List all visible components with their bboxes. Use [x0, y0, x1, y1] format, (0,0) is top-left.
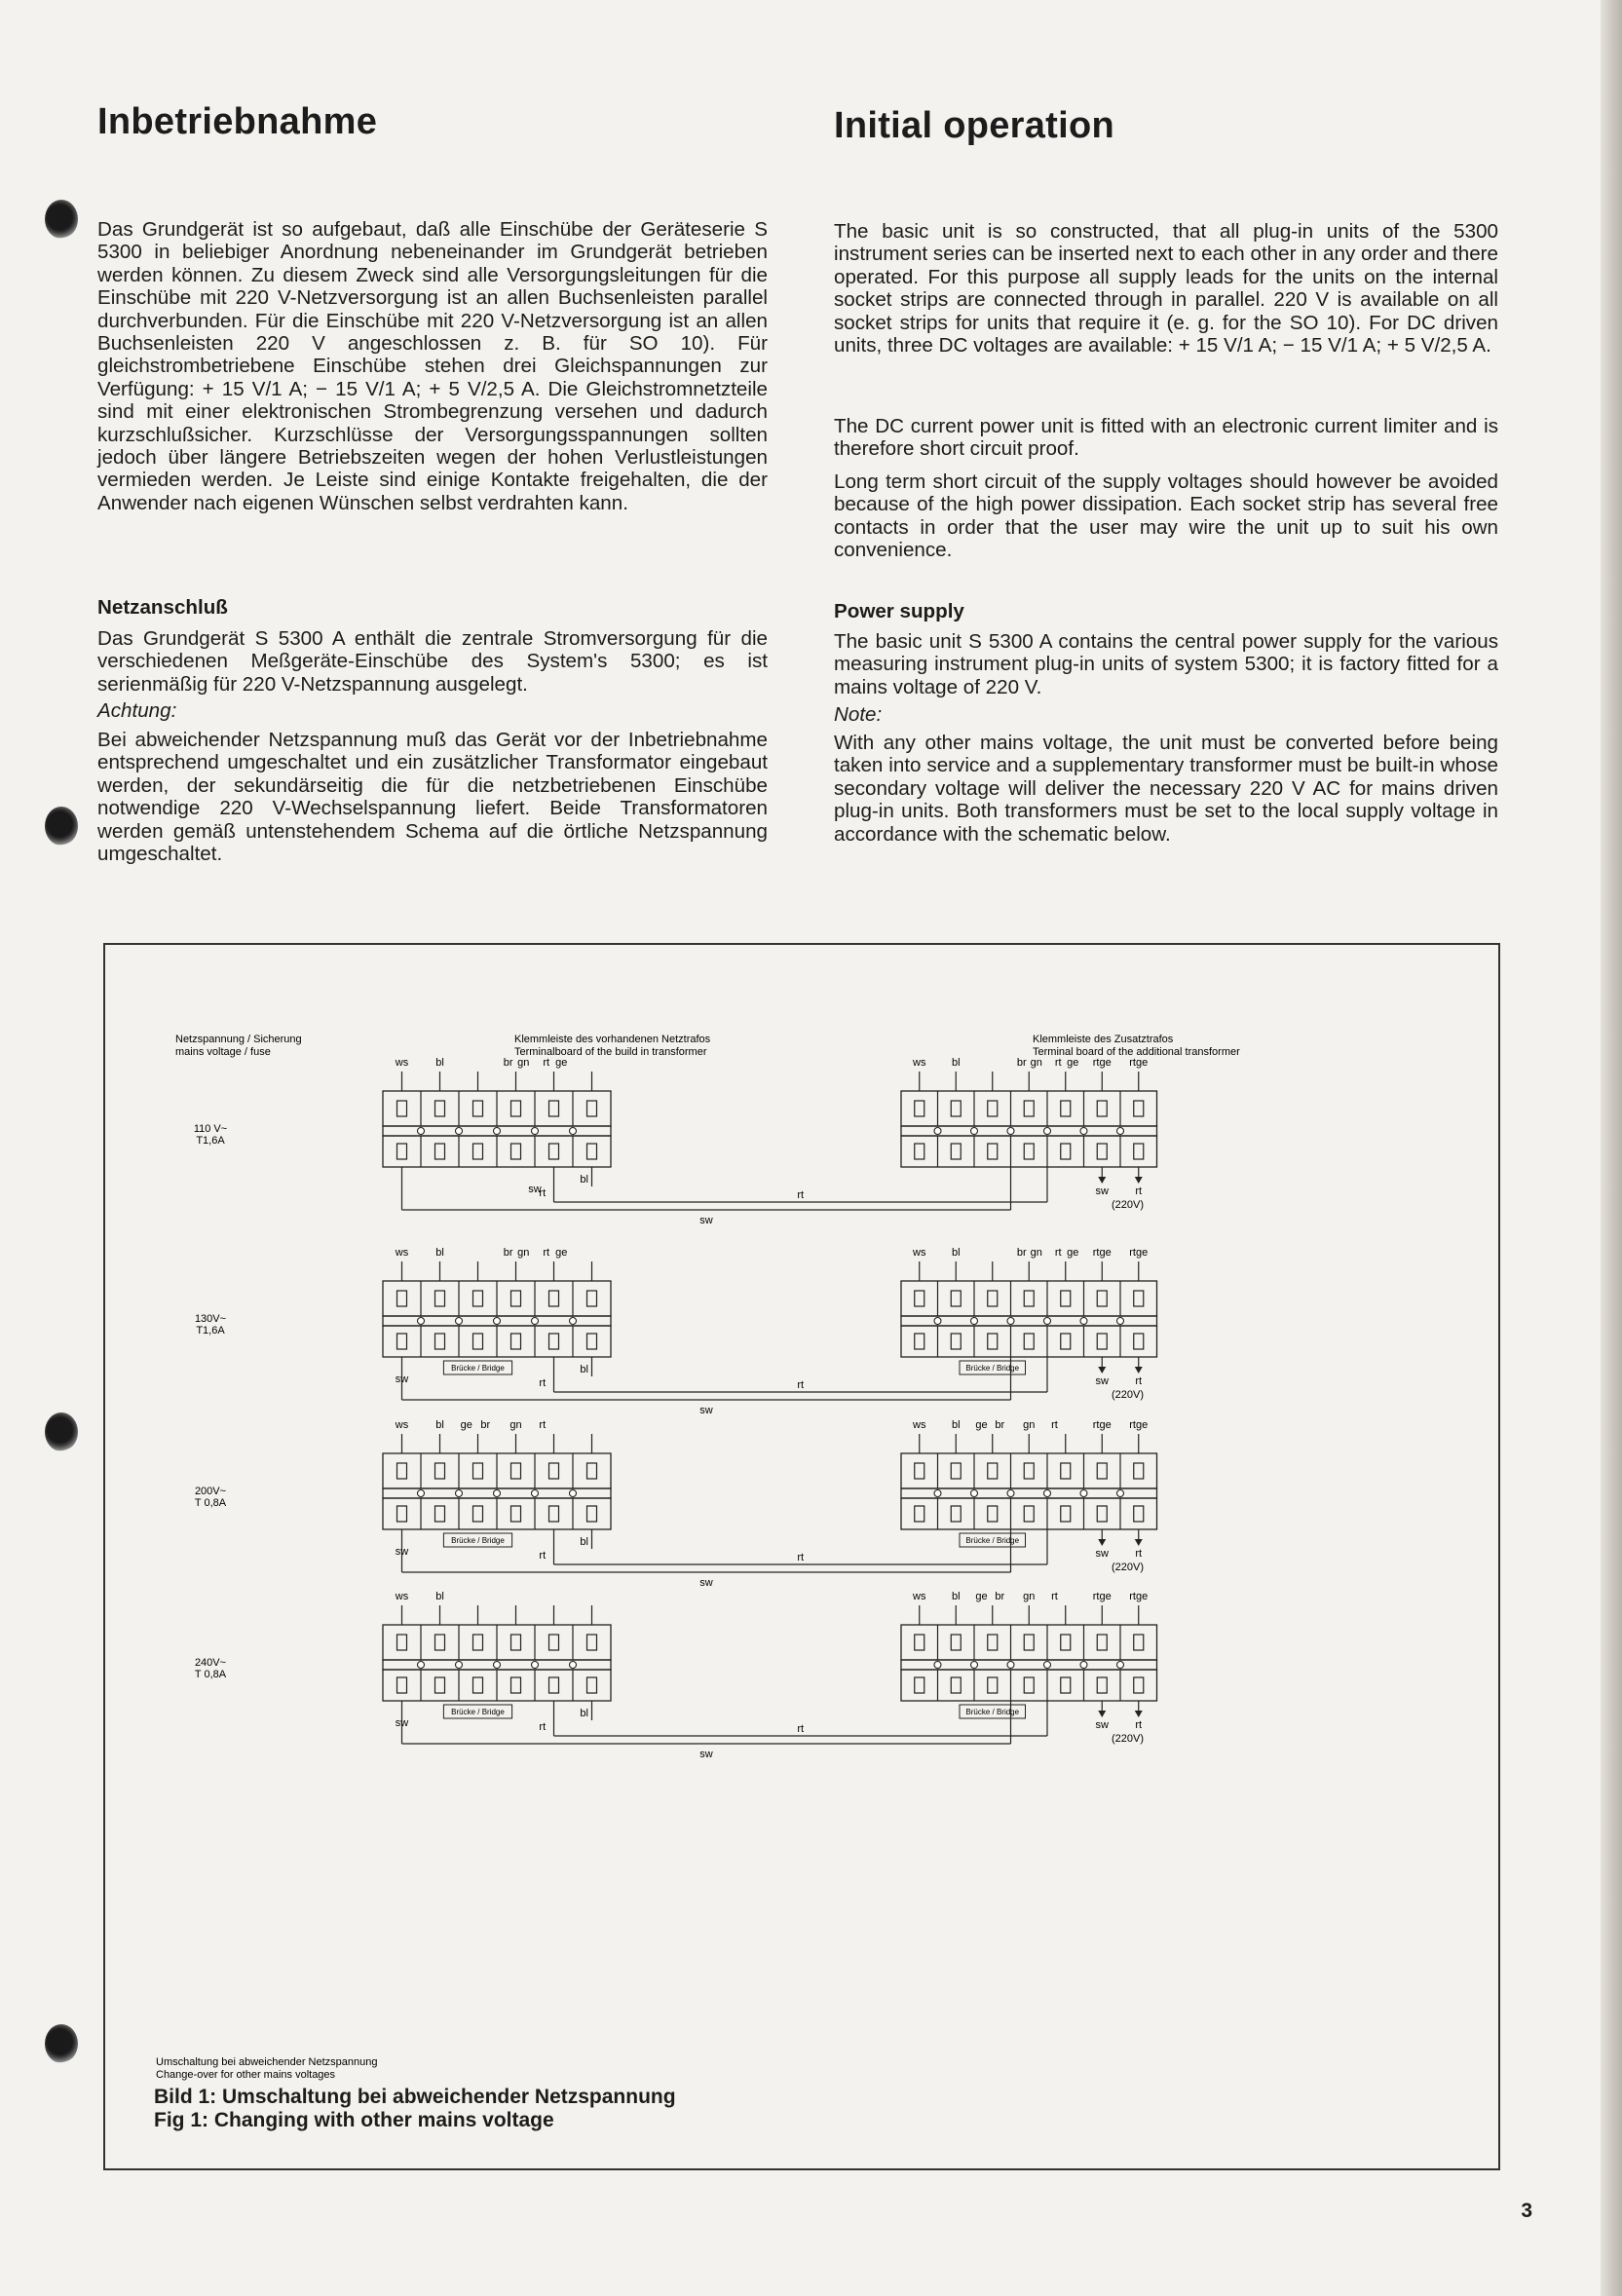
additional-terminal-screw: [1080, 1490, 1087, 1497]
additional-terminal-slot: [988, 1334, 998, 1349]
builtin-terminal-screw: [532, 1490, 539, 1497]
wire-label: bl: [951, 1591, 961, 1602]
wire-label: br: [503, 1057, 513, 1069]
bridge-label: Brücke / Bridge: [451, 1708, 505, 1716]
additional-terminal-slot: [988, 1101, 998, 1116]
additional-terminal-screw: [1117, 1490, 1124, 1497]
row-fuse: T 0,8A: [194, 1669, 227, 1680]
additional-terminal-slot: [1024, 1677, 1034, 1693]
output-label: (220V): [1111, 1389, 1145, 1401]
wire-label: sw: [1095, 1186, 1109, 1197]
wire-label: rt: [543, 1057, 550, 1069]
builtin-terminal-screw: [418, 1490, 425, 1497]
additional-terminal-slot: [1024, 1144, 1034, 1159]
builtin-terminal-slot: [397, 1334, 407, 1349]
wire-label: bl: [951, 1419, 961, 1431]
builtin-terminal-slot: [473, 1506, 483, 1522]
output-arrow: [1098, 1539, 1106, 1546]
wire-label: rt: [1051, 1591, 1058, 1602]
additional-terminal-slot: [915, 1677, 924, 1693]
builtin-terminal-slot: [587, 1506, 597, 1522]
power-paragraph-en: The basic unit S 5300 A contains the central power supply for the various measuring instrument plug-in units of system 5300; it is factory fitted for a mains voltage of 220 V.: [834, 630, 1498, 698]
row-voltage: 130V~: [194, 1313, 227, 1325]
additional-terminal-slot: [1097, 1677, 1107, 1693]
wire-label: sw: [699, 1577, 713, 1589]
builtin-terminal-slot: [549, 1463, 559, 1479]
additional-terminal-slot: [988, 1506, 998, 1522]
wire-label: rtge: [1092, 1057, 1112, 1069]
builtin-terminal-slot: [549, 1144, 559, 1159]
output-arrow: [1135, 1539, 1143, 1546]
additional-terminal-slot: [915, 1291, 924, 1306]
wire-label: rt: [539, 1721, 547, 1733]
wire-label: br: [480, 1419, 491, 1431]
wire-label: rt: [797, 1379, 805, 1391]
wire-label: sw: [699, 1749, 713, 1760]
builtin-terminal-screw: [418, 1318, 425, 1325]
limiter-paragraph-en: The DC current power unit is fitted with an electronic current limiter and is therefore short circuit proof.: [834, 415, 1498, 461]
builtin-terminal-screw: [570, 1318, 577, 1325]
builtin-terminal-slot: [549, 1635, 559, 1650]
additional-terminal-strip-top: [901, 1281, 1157, 1316]
additional-terminal-slot: [951, 1463, 961, 1479]
builtin-terminal-screw: [494, 1490, 501, 1497]
wire-label: sw: [395, 1717, 409, 1729]
note-paragraph-en: With any other mains voltage, the unit must be converted before being taken into service and a supplementary transformer must be built-in whose secondary voltage will deliver the necessary 220 V AC for mains driven plug-in units. Both transformers must be set to the local supply voltage in accordance with the schematic below.: [834, 732, 1498, 846]
wire-label: bl: [435, 1419, 444, 1431]
wire-label: rtge: [1129, 1057, 1149, 1069]
builtin-terminal-slot: [511, 1144, 521, 1159]
additional-terminal-slot: [1097, 1463, 1107, 1479]
wire-label: rt: [797, 1552, 805, 1563]
builtin-terminal-slot: [473, 1677, 483, 1693]
builtin-terminal-slot: [587, 1463, 597, 1479]
builtin-terminal-slot: [473, 1463, 483, 1479]
wire-label: sw: [1095, 1719, 1109, 1731]
additional-terminal-slot: [1061, 1463, 1071, 1479]
additional-terminal-screw: [1044, 1318, 1051, 1325]
wire-label: ws: [395, 1247, 409, 1259]
punch-hole: [45, 1412, 78, 1451]
wire-label: rt: [797, 1723, 805, 1735]
builtin-terminal-screw: [532, 1318, 539, 1325]
wire-label: rt: [1135, 1548, 1143, 1560]
builtin-terminal-slot: [435, 1144, 445, 1159]
wire-label: bl: [580, 1174, 588, 1186]
additional-terminal-slot: [1061, 1101, 1071, 1116]
additional-terminal-screw: [934, 1662, 941, 1669]
additional-terminal-screw: [1080, 1128, 1087, 1135]
additional-terminal-slot: [1061, 1635, 1071, 1650]
additional-terminal-slot: [1061, 1291, 1071, 1306]
wire-label: ge: [555, 1057, 568, 1069]
additional-terminal-slot: [1097, 1144, 1107, 1159]
additional-terminal-screw: [1044, 1662, 1051, 1669]
builtin-terminal-slot: [511, 1635, 521, 1650]
additional-terminal-slot: [951, 1506, 961, 1522]
wire-label: rt: [1051, 1419, 1058, 1431]
additional-terminal-strip-bottom: [901, 1670, 1157, 1701]
bridge-label: Brücke / Bridge: [451, 1536, 505, 1545]
additional-terminal-slot: [988, 1635, 998, 1650]
wire-label: bl: [951, 1247, 961, 1259]
builtin-terminal-slot: [511, 1463, 521, 1479]
builtin-terminal-slot: [435, 1334, 445, 1349]
additional-terminal-slot: [1097, 1334, 1107, 1349]
intro-paragraph-en: The basic unit is so constructed, that all plug-in units of the 5300 instrument series can be inserted next to each other in any order and there operated. For this purpose all supply leads for the units on the internal socket strips are connected through in parallel. 220 V is available on all socket strips for units that require it (e. g. for the SO 10). For DC driven units, three DC voltages are available: + 15 V/1 A; − 15 V/1 A; + 5 V/2,5 A.: [834, 220, 1498, 358]
caption-de: Bild 1: Umschaltung bei abweichender Netzspannung: [154, 2086, 676, 2108]
wire-label: ws: [395, 1057, 409, 1069]
additional-terminal-screw: [1117, 1662, 1124, 1669]
wire-label: gn: [1030, 1247, 1042, 1259]
additional-terminal-screw: [1007, 1490, 1014, 1497]
additional-terminal-screw: [971, 1128, 978, 1135]
wire-label: ws: [913, 1247, 926, 1259]
builtin-label-de: Klemmleiste des vorhandenen Netztrafos: [514, 1034, 711, 1045]
additional-terminal-screw: [1117, 1318, 1124, 1325]
page-title-en: Initial operation: [834, 105, 1115, 146]
note-label-en: Note:: [834, 703, 883, 726]
wire-label: sw: [1095, 1548, 1109, 1560]
wire-label: rtge: [1092, 1591, 1112, 1602]
output-arrow: [1135, 1711, 1143, 1717]
power-paragraph-de: Das Grundgerät S 5300 A enthält die zentrale Stromversorgung für die verschiedenen Meßgeräte-Einschübe des System's 5300; es ist serienmäßig für 220 V-Netzspannung ausgelegt.: [97, 627, 768, 696]
wire-label: rt: [543, 1247, 550, 1259]
additional-terminal-slot: [951, 1101, 961, 1116]
additional-terminal-slot: [1024, 1101, 1034, 1116]
row-fuse: T 0,8A: [194, 1497, 227, 1509]
output-label: (220V): [1111, 1562, 1145, 1573]
builtin-terminal-slot: [397, 1101, 407, 1116]
wire-label: rt: [797, 1189, 805, 1201]
builtin-terminal-slot: [473, 1635, 483, 1650]
wire-label: gn: [517, 1247, 530, 1259]
additional-terminal-slot: [1097, 1635, 1107, 1650]
builtin-terminal-screw: [570, 1128, 577, 1135]
wire-label: ge: [975, 1591, 988, 1602]
additional-terminal-screw: [1007, 1662, 1014, 1669]
paper-edge: [1601, 0, 1622, 2296]
builtin-terminal-slot: [435, 1677, 445, 1693]
builtin-terminal-screw: [494, 1318, 501, 1325]
builtin-terminal-screw: [418, 1128, 425, 1135]
additional-terminal-screw: [971, 1490, 978, 1497]
wire-label: rt: [539, 1419, 547, 1431]
wire-label: br: [995, 1591, 1005, 1602]
terminal-rows: [194, 1057, 1157, 1760]
builtin-terminal-slot: [511, 1677, 521, 1693]
output-arrow: [1135, 1367, 1143, 1374]
additional-terminal-slot: [1024, 1635, 1034, 1650]
additional-terminal-slot: [1134, 1463, 1144, 1479]
intro-paragraph-de: Das Grundgerät ist so aufgebaut, daß alle Einschübe der Geräteserie S 5300 in beliebiger Anordnung nebeneinander im Grundgerät betrieben werden können. Zu diesem Zweck sind alle Versorgungsleitungen für die Einschübe mit 220 V-Netzversorgung ist an allen Buchsenleisten parallel durchverbunden. Für die Einschübe mit 220 V-Netzversorgung ist an allen Buchsenleisten 220 V angeschlossen z. B. für SO 10). Für gleichstrombetriebene Einschübe stehen drei Gleichspannungen zur Verfügung: + 15 V/1 A; − 15 V/1 A; + 5 V/2,5 A. Die Gleichstromnetzteile sind mit einer elektronischen Strombegrenzung versehen und dadurch kurzschlußsicher. Kurzschlüsse der Versorgungsspannungen sollten jedoch über längere Betriebszeiten wegen der hohen Verlustleistungen vermieden werden. Je Leiste sind einige Kontakte freigehalten, die der Anwender nach eigenen Wünschen selbst verdrahten kann.: [97, 218, 768, 514]
additional-terminal-screw: [1044, 1490, 1051, 1497]
output-arrow: [1135, 1177, 1143, 1184]
section-heading-de: Netzanschluß: [97, 596, 228, 619]
row-fuse: T1,6A: [196, 1135, 225, 1147]
mains-label-en: mains voltage / fuse: [175, 1046, 271, 1058]
additional-terminal-slot: [1097, 1101, 1107, 1116]
wire-label: ge: [975, 1419, 988, 1431]
additional-terminal-slot: [1024, 1463, 1034, 1479]
section-heading-en: Power supply: [834, 600, 964, 622]
additional-terminal-slot: [915, 1144, 924, 1159]
wire-label: rt: [1135, 1719, 1143, 1731]
wire-label: ge: [555, 1247, 568, 1259]
builtin-terminal-slot: [549, 1291, 559, 1306]
wire-label: rt: [1135, 1186, 1143, 1197]
wiring-figure: [103, 943, 1500, 2170]
builtin-terminal-slot: [511, 1291, 521, 1306]
wire-label: sw: [528, 1184, 542, 1195]
wire-label: ws: [913, 1419, 926, 1431]
additional-terminal-slot: [1134, 1101, 1144, 1116]
wire-label: ge: [460, 1419, 472, 1431]
builtin-terminal-slot: [473, 1291, 483, 1306]
additional-terminal-slot: [1024, 1506, 1034, 1522]
wire-label: ws: [395, 1419, 409, 1431]
builtin-terminal-screw: [570, 1662, 577, 1669]
wire-label: bl: [580, 1708, 588, 1719]
wire-label: bl: [951, 1057, 961, 1069]
additional-terminal-strip-top: [901, 1453, 1157, 1488]
additional-terminal-strip-top: [901, 1091, 1157, 1126]
bridge-label: Brücke / Bridge: [965, 1708, 1020, 1716]
punch-hole: [45, 807, 78, 846]
additional-terminal-screw: [1044, 1128, 1051, 1135]
wire-label: br: [1016, 1247, 1027, 1259]
wire-label: bl: [435, 1591, 444, 1602]
builtin-terminal-slot: [549, 1101, 559, 1116]
additional-terminal-slot: [951, 1291, 961, 1306]
wire-label: ge: [1067, 1057, 1079, 1069]
wire-label: gn: [1023, 1591, 1036, 1602]
dissipation-paragraph-en: Long term short circuit of the supply voltages should however be avoided because of the high power dissipation. Each socket strip has several free contacts in order that the user may wire the unit up to suit his own convenience.: [834, 470, 1498, 562]
additional-terminal-slot: [1024, 1291, 1034, 1306]
additional-terminal-screw: [971, 1318, 978, 1325]
wire-label: rt: [539, 1187, 547, 1199]
additional-terminal-slot: [1061, 1677, 1071, 1693]
builtin-terminal-slot: [473, 1101, 483, 1116]
wire-label: br: [995, 1419, 1005, 1431]
additional-terminal-strip-bottom: [901, 1498, 1157, 1529]
wire-label: ge: [1067, 1247, 1079, 1259]
output-arrow: [1098, 1367, 1106, 1374]
additional-terminal-screw: [934, 1318, 941, 1325]
additional-terminal-slot: [915, 1463, 924, 1479]
builtin-terminal-screw: [456, 1662, 463, 1669]
builtin-terminal-slot: [587, 1101, 597, 1116]
row-voltage: 240V~: [194, 1657, 227, 1669]
punch-hole: [45, 200, 78, 239]
figure-caption: [154, 2086, 676, 2132]
builtin-terminal-slot: [511, 1506, 521, 1522]
additional-terminal-slot: [1061, 1334, 1071, 1349]
builtin-terminal-slot: [435, 1463, 445, 1479]
additional-terminal-screw: [1007, 1318, 1014, 1325]
additional-terminal-slot: [915, 1506, 924, 1522]
wire-label: rtge: [1092, 1247, 1112, 1259]
wire-label: rtge: [1129, 1419, 1149, 1431]
builtin-terminal-slot: [549, 1677, 559, 1693]
bridge-label: Brücke / Bridge: [965, 1536, 1020, 1545]
builtin-terminal-slot: [587, 1334, 597, 1349]
wire-label: bl: [435, 1247, 444, 1259]
additional-label-en: Terminal board of the additional transformer: [1033, 1046, 1240, 1058]
additional-terminal-screw: [934, 1128, 941, 1135]
page-title-de: Inbetriebnahme: [97, 101, 378, 142]
bridge-label: Brücke / Bridge: [451, 1364, 505, 1373]
wire-label: br: [503, 1247, 513, 1259]
row-voltage: 200V~: [194, 1486, 227, 1497]
additional-terminal-slot: [988, 1144, 998, 1159]
additional-terminal-screw: [1117, 1128, 1124, 1135]
additional-terminal-slot: [915, 1334, 924, 1349]
wire-label: ws: [913, 1057, 926, 1069]
wire-label: rt: [1054, 1057, 1062, 1069]
additional-terminal-screw: [971, 1662, 978, 1669]
additional-terminal-slot: [915, 1635, 924, 1650]
additional-terminal-slot: [1061, 1144, 1071, 1159]
additional-terminal-slot: [1024, 1334, 1034, 1349]
row-fuse: T1,6A: [196, 1325, 225, 1336]
builtin-terminal-screw: [456, 1490, 463, 1497]
additional-terminal-slot: [1134, 1144, 1144, 1159]
wire-label: gn: [1030, 1057, 1042, 1069]
wire-label: rtge: [1129, 1591, 1149, 1602]
builtin-terminal-screw: [494, 1128, 501, 1135]
additional-terminal-strip-bottom: [901, 1136, 1157, 1167]
builtin-terminal-screw: [418, 1662, 425, 1669]
builtin-terminal-slot: [511, 1334, 521, 1349]
builtin-terminal-slot: [511, 1101, 521, 1116]
builtin-terminal-slot: [397, 1144, 407, 1159]
builtin-terminal-slot: [435, 1291, 445, 1306]
additional-terminal-slot: [1134, 1635, 1144, 1650]
output-label: (220V): [1111, 1733, 1145, 1745]
wire-label: sw: [395, 1374, 409, 1385]
bridge-label: Brücke / Bridge: [965, 1364, 1020, 1373]
wire-label: sw: [699, 1405, 713, 1416]
wire-label: bl: [435, 1057, 444, 1069]
note-label-de: Achtung:: [97, 699, 177, 722]
wire-label: gn: [1023, 1419, 1036, 1431]
additional-label-de: Klemmleiste des Zusatztrafos: [1033, 1034, 1174, 1045]
builtin-terminal-screw: [456, 1128, 463, 1135]
builtin-label-en: Terminalboard of the build in transformer: [514, 1046, 707, 1058]
wire-label: sw: [395, 1546, 409, 1558]
builtin-terminal-slot: [587, 1144, 597, 1159]
output-label: (220V): [1111, 1199, 1145, 1211]
wire-label: bl: [580, 1536, 588, 1548]
additional-terminal-strip-top: [901, 1625, 1157, 1660]
wire-label: br: [1016, 1057, 1027, 1069]
mains-label-de: Netzspannung / Sicherung: [175, 1034, 302, 1045]
builtin-terminal-slot: [397, 1677, 407, 1693]
additional-terminal-slot: [951, 1635, 961, 1650]
caption-en: Fig 1: Changing with other mains voltage: [154, 2109, 554, 2131]
builtin-terminal-slot: [435, 1506, 445, 1522]
changeover-label-de: Umschaltung bei abweichender Netzspannung: [156, 2056, 378, 2068]
additional-terminal-slot: [988, 1677, 998, 1693]
punch-hole: [45, 2024, 78, 2063]
additional-terminal-screw: [1080, 1662, 1087, 1669]
wire-label: rt: [1054, 1247, 1062, 1259]
output-arrow: [1098, 1711, 1106, 1717]
additional-terminal-slot: [1134, 1677, 1144, 1693]
wire-label: sw: [699, 1215, 713, 1226]
additional-terminal-slot: [951, 1334, 961, 1349]
builtin-terminal-slot: [397, 1463, 407, 1479]
changeover-label-en: Change-over for other mains voltages: [156, 2069, 336, 2081]
builtin-terminal-slot: [435, 1635, 445, 1650]
builtin-terminal-screw: [570, 1490, 577, 1497]
wire-label: ws: [395, 1591, 409, 1602]
page-number: 3: [1521, 2200, 1532, 2222]
additional-terminal-slot: [951, 1677, 961, 1693]
builtin-terminal-slot: [587, 1677, 597, 1693]
additional-terminal-strip-bottom: [901, 1326, 1157, 1357]
output-arrow: [1098, 1177, 1106, 1184]
additional-terminal-screw: [1080, 1318, 1087, 1325]
wire-label: gn: [517, 1057, 530, 1069]
wire-label: rt: [539, 1550, 547, 1562]
builtin-terminal-slot: [435, 1101, 445, 1116]
builtin-terminal-slot: [397, 1506, 407, 1522]
builtin-terminal-slot: [587, 1291, 597, 1306]
additional-terminal-slot: [1061, 1506, 1071, 1522]
additional-terminal-slot: [988, 1463, 998, 1479]
wire-label: rt: [539, 1377, 547, 1389]
builtin-terminal-slot: [549, 1506, 559, 1522]
builtin-terminal-screw: [532, 1128, 539, 1135]
additional-terminal-slot: [1134, 1334, 1144, 1349]
builtin-terminal-slot: [397, 1291, 407, 1306]
additional-terminal-slot: [1134, 1506, 1144, 1522]
note-paragraph-de: Bei abweichender Netzspannung muß das Gerät vor der Inbetriebnahme entsprechend umgeschaltet und ein zusätzlicher Transformator eingebaut werden, der sekundärseitig die für die netzbetriebenen Einschübe notwendige 220 V-Wechselspannung liefert. Beide Transformatoren werden gemäß untenstehendem Schema auf die örtliche Netzspannung umgeschaltet.: [97, 729, 768, 866]
builtin-terminal-slot: [473, 1334, 483, 1349]
wire-label: ws: [913, 1591, 926, 1602]
additional-terminal-screw: [934, 1490, 941, 1497]
builtin-terminal-screw: [456, 1318, 463, 1325]
builtin-terminal-slot: [587, 1635, 597, 1650]
row-voltage: 110 V~: [193, 1123, 228, 1135]
additional-terminal-slot: [1134, 1291, 1144, 1306]
wiring-diagram: [105, 945, 1498, 2168]
wire-label: rt: [1135, 1375, 1143, 1387]
additional-terminal-slot: [1097, 1291, 1107, 1306]
builtin-terminal-screw: [532, 1662, 539, 1669]
additional-terminal-screw: [1007, 1128, 1014, 1135]
additional-terminal-slot: [988, 1291, 998, 1306]
wire-label: gn: [509, 1419, 522, 1431]
wire-label: rtge: [1129, 1247, 1149, 1259]
additional-terminal-slot: [951, 1144, 961, 1159]
additional-terminal-slot: [915, 1101, 924, 1116]
builtin-terminal-screw: [494, 1662, 501, 1669]
wire-label: sw: [1095, 1375, 1109, 1387]
builtin-terminal-slot: [549, 1334, 559, 1349]
builtin-terminal-slot: [473, 1144, 483, 1159]
wire-label: rtge: [1092, 1419, 1112, 1431]
additional-terminal-slot: [1097, 1506, 1107, 1522]
wire-label: bl: [580, 1364, 588, 1375]
builtin-terminal-slot: [397, 1635, 407, 1650]
